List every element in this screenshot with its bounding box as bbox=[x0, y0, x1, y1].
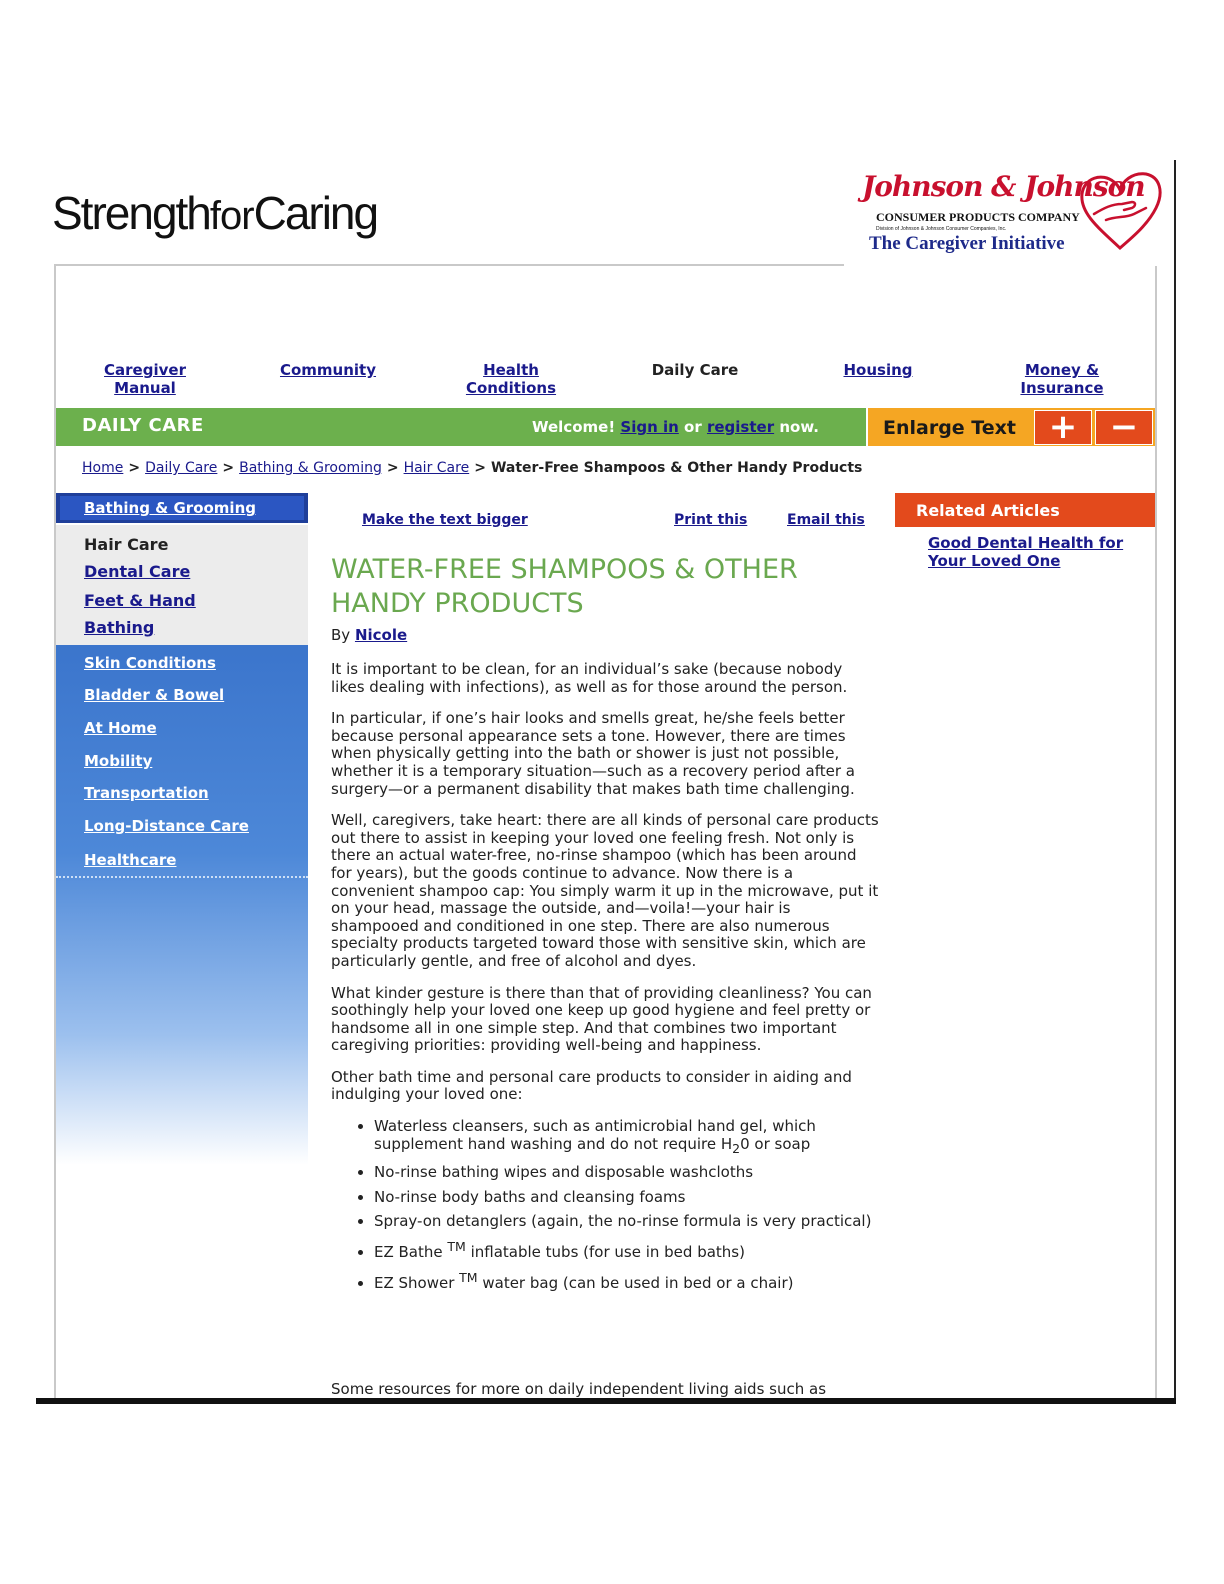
logo-strength: Strength bbox=[52, 187, 210, 239]
logo-caring: Caring bbox=[253, 187, 378, 239]
sidebar-sub-dental-care[interactable]: Dental Care bbox=[84, 562, 191, 581]
breadcrumb bbox=[82, 460, 862, 476]
nav-label: Manual bbox=[114, 379, 176, 397]
list-text: No-rinse bathing wipes and disposable washcloths bbox=[374, 1163, 754, 1182]
list-text: EZ Shower bbox=[374, 1273, 460, 1292]
list-text: No-rinse body baths and cleansing foams bbox=[374, 1187, 686, 1206]
sidebar-sub-feet-hand[interactable]: Feet & Hand bbox=[84, 591, 196, 610]
article-paragraph: Other bath time and personal care products to consider in aiding and indulging your loved one: bbox=[331, 1067, 852, 1104]
frame-top bbox=[54, 264, 844, 266]
breadcrumb-sep: > bbox=[474, 460, 486, 476]
list-text: water bag (can be used in bed or a chair) bbox=[477, 1273, 794, 1292]
list-item bbox=[374, 1238, 879, 1262]
related-article-link[interactable]: Good Dental Health for Your Loved One bbox=[928, 534, 1124, 570]
author-link[interactable]: Nicole bbox=[354, 626, 408, 644]
welcome-message bbox=[532, 418, 819, 436]
article-paragraph: Well, caregivers, take heart: there are all kinds of personal care products out there to assist in keeping your loved one feeling fresh. Not only is there an actual water-free, no-rinse shampoo (which has been around for years), but the goods continue to advance. Now there is a convenient shampoo cap: You simply warm it up in the microwave, put it on your head, massage the outside, and—voila!—your hair is shampooed and conditioned in one step. There are also numerous specialty products targeted toward those with sensitive skin, which are particularly gentle, and free of alcohol and dyes. bbox=[331, 811, 879, 970]
list-text: 0 or soap bbox=[740, 1134, 811, 1153]
product-list bbox=[331, 1118, 879, 1292]
list-item bbox=[374, 1164, 879, 1182]
list-item bbox=[374, 1189, 879, 1207]
list-text: EZ Bathe bbox=[374, 1243, 448, 1262]
article-paragraph: In particular, if one’s hair looks and smells great, he/she feels better because personal appearance sets a tone. However, there are times when physically getting into the bath or shower is just not possible, whether it is a temporary situation—such as a recovery period after a surgery—or a permanent disability that makes bath time challenging. bbox=[331, 709, 855, 798]
logo-for: for bbox=[209, 194, 254, 238]
jj-initiative-text: The Caregiver Initiative bbox=[869, 233, 1065, 254]
trademark-mark: TM bbox=[459, 1269, 478, 1285]
section-title: DAILY CARE bbox=[82, 415, 204, 436]
enlarge-plus-button[interactable]: + bbox=[1034, 410, 1092, 445]
breadcrumb-sep: > bbox=[128, 460, 141, 476]
breadcrumb-bathing-grooming[interactable]: Bathing & Grooming bbox=[239, 460, 382, 476]
list-text: inflatable tubs (for use in bed baths) bbox=[465, 1243, 745, 1262]
list-item bbox=[374, 1269, 879, 1293]
byline bbox=[331, 626, 407, 644]
nav-daily-care[interactable] bbox=[620, 361, 770, 379]
nav-caregiver-manual[interactable] bbox=[70, 361, 220, 397]
nav-label: Money & bbox=[1024, 361, 1100, 379]
nav-label: Daily Care bbox=[651, 361, 739, 379]
nav-label: Conditions bbox=[465, 379, 557, 397]
site-logo[interactable] bbox=[52, 186, 377, 240]
page-title-line: WATER-FREE SHAMPOOS & OTHER bbox=[331, 554, 798, 585]
nav-label: Caregiver bbox=[104, 361, 186, 379]
related-articles-title: Related Articles bbox=[916, 501, 1060, 520]
make-text-bigger-link[interactable]: Make the text bigger bbox=[362, 512, 528, 528]
enlarge-minus-button[interactable]: − bbox=[1095, 410, 1153, 445]
article-body bbox=[331, 661, 879, 1299]
or-text: or bbox=[684, 418, 702, 436]
breadcrumb-hair-care[interactable]: Hair Care bbox=[403, 460, 470, 476]
sign-in-link[interactable]: Sign in bbox=[620, 418, 679, 436]
sidebar-sub-hair-care[interactable]: Hair Care bbox=[84, 535, 169, 554]
jj-script-logo: Johnson & Johnson bbox=[862, 170, 1145, 203]
list-subscript: 2 bbox=[732, 1140, 741, 1156]
register-link[interactable]: register bbox=[706, 418, 775, 436]
list-text: Waterless cleansers, such as antimicrobial hand gel, which supplement hand washing and do not require H bbox=[374, 1117, 816, 1153]
nav-label: Health bbox=[483, 361, 539, 379]
sidebar-heading-bathing-grooming[interactable]: Bathing & Grooming bbox=[84, 499, 256, 517]
nav-community[interactable] bbox=[253, 361, 403, 379]
sidebar-item-healthcare[interactable]: Healthcare bbox=[84, 851, 177, 869]
list-text: Spray-on detanglers (again, the no-rinse formula is very practical) bbox=[374, 1212, 872, 1231]
nav-money-insurance[interactable] bbox=[987, 361, 1137, 397]
frame-right bbox=[1155, 266, 1157, 1400]
breadcrumb-sep: > bbox=[222, 460, 235, 476]
nav-label: Insurance bbox=[1020, 379, 1104, 397]
page-title-line: HANDY PRODUCTS bbox=[331, 588, 584, 619]
sidebar-item-bladder-bowel[interactable]: Bladder & Bowel bbox=[84, 686, 225, 704]
nav-label: Community bbox=[279, 361, 377, 379]
nav-health-conditions[interactable] bbox=[436, 361, 586, 397]
email-link[interactable]: Email this bbox=[787, 512, 865, 528]
jj-cpc-text: CONSUMER PRODUCTS COMPANY bbox=[876, 210, 1080, 224]
breadcrumb-sep: > bbox=[386, 460, 399, 476]
now-text: now. bbox=[779, 418, 819, 436]
breadcrumb-current: Water-Free Shampoos & Other Handy Products bbox=[490, 460, 863, 476]
heart-hands-icon bbox=[1076, 168, 1164, 256]
list-item bbox=[374, 1213, 879, 1231]
nav-label: Housing bbox=[843, 361, 913, 379]
sidebar-item-at-home[interactable]: At Home bbox=[84, 719, 157, 737]
sidebar-divider bbox=[56, 876, 308, 878]
page-title bbox=[331, 553, 871, 621]
frame-right-outer bbox=[1174, 160, 1176, 1402]
list-item bbox=[374, 1118, 879, 1157]
enlarge-text-label: Enlarge Text bbox=[883, 417, 1016, 439]
breadcrumb-home[interactable]: Home bbox=[82, 460, 124, 476]
sidebar-item-skin-conditions[interactable]: Skin Conditions bbox=[84, 654, 216, 672]
byline-by: By bbox=[331, 626, 351, 644]
sidebar-item-long-distance-care[interactable]: Long-Distance Care bbox=[84, 817, 249, 835]
sidebar-item-mobility[interactable]: Mobility bbox=[84, 752, 153, 770]
print-link[interactable]: Print this bbox=[674, 512, 748, 528]
welcome-text: Welcome! bbox=[532, 418, 616, 436]
trademark-mark: TM bbox=[447, 1239, 466, 1255]
article-paragraph: It is important to be clean, for an individual’s sake (because nobody likes dealing with infections), as well as for those around the person. bbox=[331, 660, 848, 696]
sidebar-sub-bathing[interactable]: Bathing bbox=[84, 618, 155, 637]
nav-housing[interactable] bbox=[803, 361, 953, 379]
jj-division-text: Division of Johnson & Johnson Consumer Companies, Inc. bbox=[876, 226, 1007, 232]
article-tail-text: Some resources for more on daily independent living aids such as bbox=[331, 1380, 827, 1398]
frame-bottom bbox=[36, 1398, 1176, 1404]
article-paragraph: What kinder gesture is there than that of providing cleanliness? You can soothingly help your loved one keep up good hygiene and feel pretty or handsome all in one simple step. And that combines two important caregiving priorities: providing well-being and happiness. bbox=[331, 983, 872, 1055]
sidebar-item-transportation[interactable]: Transportation bbox=[84, 784, 209, 802]
breadcrumb-daily-care[interactable]: Daily Care bbox=[145, 460, 218, 476]
